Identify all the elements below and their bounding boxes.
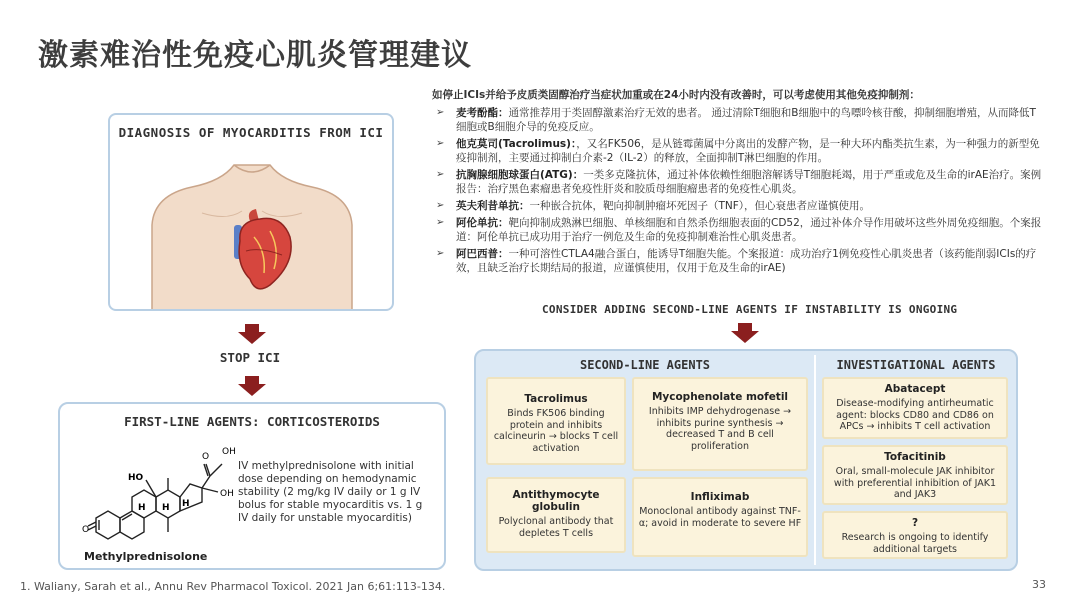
list-item xyxy=(432,168,1044,196)
mol-label-o-left: O xyxy=(82,525,90,535)
agent-card-tofacitinib xyxy=(822,445,1008,505)
agent-name: Abatacept xyxy=(884,383,946,395)
agent-card-tacrolimus xyxy=(486,377,626,465)
agent-desc: Disease-modifying antirheumatic agent: blocks CD80 and CD86 on APCs → inhibits T cell activation xyxy=(836,398,994,432)
agent-name: Mycophenolate mofetil xyxy=(651,391,789,403)
agent-desc: Research is ongoing to identify additional targets xyxy=(841,532,989,555)
bullet-text: ，又名FK506，是从链霉菌属中分离出的发酵产物，是一种大环内酯类抗生素，为一种强力的新型免疫抑制剂，主要通过抑制白介素-2（IL-2）的释放，全面抑制T淋巴细胞的作用。 xyxy=(456,138,1040,164)
bullet-term: 阿巴西普： xyxy=(456,248,509,260)
list-item xyxy=(432,106,1044,134)
agent-name: Tacrolimus xyxy=(524,393,588,405)
slide-title: 激素难治性免疫心肌炎管理建议 xyxy=(38,38,472,73)
first-line-title: FIRST-LINE AGENTS: CORTICOSTEROIDS xyxy=(124,414,380,429)
mol-label-oh2: OH xyxy=(220,489,234,499)
diagnosis-box xyxy=(108,113,394,311)
second-line-header: SECOND-LINE AGENTS xyxy=(579,358,711,372)
molecule-name: Methylprednisolone xyxy=(84,550,208,563)
bullet-text: 一类多克隆抗体，通过补体依赖性细胞溶解诱导T细胞耗竭，用于严重或危及生命的irAE治疗。案例报告：治疗黑色素瘤患者免疫性肝炎和胶质母细胞瘤患者的免疫性心肌炎。 xyxy=(456,169,1042,195)
bullet-text: 一种可溶性CTLA4融合蛋白，能诱导T细胞失能。个案报道：成功治疗1例免疫性心肌炎患者（该药能削弱ICIs的疗效，且缺乏治疗长期结局的报道，应谨慎使用，仅用于危及生命的irAE) xyxy=(456,248,1037,274)
agent-card-research xyxy=(822,511,1008,559)
agent-name: ? xyxy=(911,517,919,529)
mol-label-h2: H xyxy=(138,503,146,513)
agent-card-antithymocyte xyxy=(486,477,626,553)
arrow-bullet-icon: ➢ xyxy=(436,107,445,118)
arrow-bullet-icon: ➢ xyxy=(436,138,445,149)
mol-label-h1: H xyxy=(162,503,170,513)
arrow-bullet-icon: ➢ xyxy=(436,169,445,180)
mol-label-h3: H xyxy=(182,499,190,509)
agent-name: Tofacitinib xyxy=(884,451,946,463)
bullet-intro: 如停止ICIs并给予皮质类固醇治疗当症状加重或在24小时内没有改善时，可以考虑使用其他免疫抑制剂： xyxy=(432,89,920,101)
list-item xyxy=(432,247,1044,275)
agent-desc: Binds FK506 binding protein and inhibits calcineurin → blocks T cell activation xyxy=(493,408,619,454)
mol-label-oh: OH xyxy=(222,447,236,457)
consider-second-line-label: CONSIDER ADDING SECOND-LINE AGENTS IF INSTABILITY IS ONGOING xyxy=(542,303,958,316)
bullet-list xyxy=(432,88,1044,278)
agent-card-abatacept xyxy=(822,377,1008,439)
list-item xyxy=(432,216,1044,244)
bullet-text: 通常推荐用于类固醇激素治疗无效的患者。 通过清除T细胞和B细胞中的鸟嘌呤核苷酸，抑制细胞增殖，从而降低T细胞或B细胞介导的免疫反应。 xyxy=(456,107,1036,133)
agent-name: Infliximab xyxy=(690,491,750,503)
stop-ici-label: STOP ICI xyxy=(219,350,281,365)
agent-name: Antithymocyte globulin xyxy=(512,489,600,513)
bullet-text: 一种嵌合抗体，靶向抑制肿瘤坏死因子（TNF），但心衰患者应谨慎使用。 xyxy=(529,200,871,212)
page-number: 33 xyxy=(1032,578,1046,591)
panel-divider xyxy=(814,355,816,565)
arrow-bullet-icon: ➢ xyxy=(436,217,445,228)
bullet-term: 英夫利昔单抗： xyxy=(456,200,530,212)
agent-desc: Monoclonal antibody against TNF-α; avoid in moderate to severe HF xyxy=(638,506,802,529)
bullet-term: 麦考酚酯： xyxy=(456,107,509,119)
agent-card-infliximab xyxy=(632,477,808,557)
agent-desc: Oral, small-molecule JAK inhibitor with preferential inhibition of JAK1 and JAK3 xyxy=(833,466,997,500)
footnote: 1. Waliany, Sarah et al., Annu Rev Pharmacol Toxicol. 2021 Jan 6;61:113-134. xyxy=(20,580,446,593)
first-line-box xyxy=(58,402,446,570)
bullet-term: 他克莫司(Tacrolimus)： xyxy=(456,138,577,150)
arrow-bullet-icon: ➢ xyxy=(436,200,445,211)
agent-desc: Inhibits IMP dehydrogenase → inhibits purine synthesis → decreased T and B cell proliferation xyxy=(648,406,792,452)
arrow-bullet-icon: ➢ xyxy=(436,248,445,259)
mol-label-ho: HO xyxy=(128,473,144,483)
agent-desc: Polyclonal antibody that depletes T cells xyxy=(498,516,614,539)
investigational-header: INVESTIGATIONAL AGENTS xyxy=(836,358,996,372)
bullet-term: 抗胸腺细胞球蛋白(ATG)： xyxy=(456,169,584,181)
first-line-description: IV methylprednisolone with initial dose depending on hemodynamic stability (2 mg/kg IV daily or 1 g IV bolus for stable myocarditis vs. 1 g IV daily for unstable myocarditis) xyxy=(238,460,423,524)
torso-heart-illustration xyxy=(142,155,362,311)
bullet-term: 阿伦单抗： xyxy=(456,217,509,229)
bullet-text: 靶向抑制成熟淋巴细胞、单核细胞和自然杀伤细胞表面的CD52，通过补体介导作用破坏这些外周免疫细胞。个案报道：阿伦单抗已成功用于治疗一例危及生命的免疫抑制难治性心肌炎患者。 xyxy=(456,217,1042,243)
molecule-structure xyxy=(82,440,252,552)
list-item xyxy=(432,137,1044,165)
agents-panel xyxy=(474,349,1018,571)
diagnosis-title: DIAGNOSIS OF MYOCARDITIS FROM ICI xyxy=(118,125,384,140)
list-item xyxy=(432,199,1044,213)
agent-card-mycophenolate xyxy=(632,377,808,471)
mol-label-o-top: O xyxy=(202,452,210,462)
